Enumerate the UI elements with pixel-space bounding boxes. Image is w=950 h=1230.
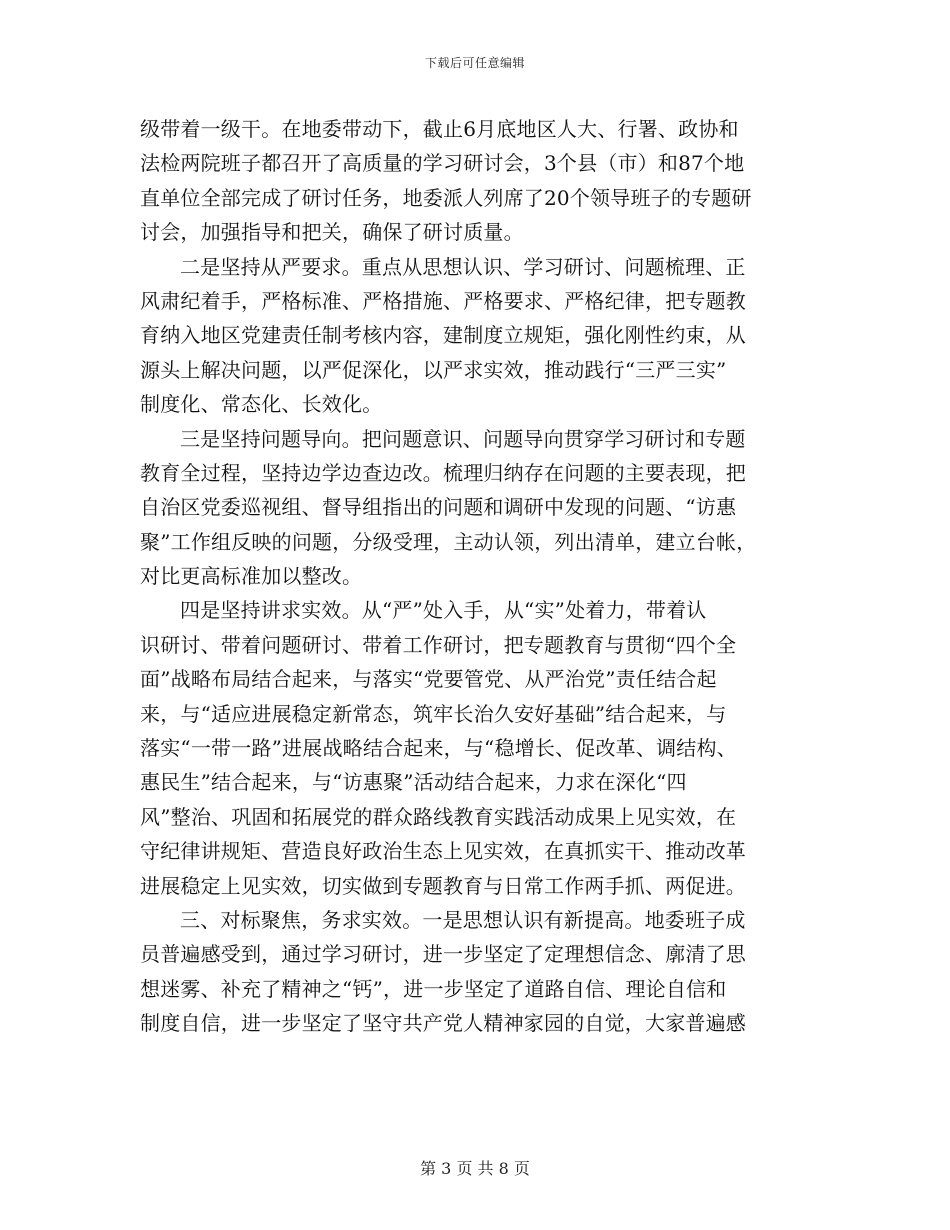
text-line: 进展稳定上见实效，切实做到专题教育与日常工作两手抓、两促进。 (140, 873, 746, 898)
paragraph-start-line: 三是坚持问题导向。把问题意识、问题导向贯穿学习研讨和专题 (180, 426, 746, 451)
page-header: 下载后可任意编辑 (424, 56, 525, 70)
text-line: 育纳入地区党建责任制考核内容，建制度立规矩，强化刚性约束，从 (140, 323, 746, 348)
text-line: 对比更高标准加以整改。 (140, 564, 363, 589)
text-line: 员普遍感受到，通过学习研讨，进一步坚定了定理想信念、廓清了思 (140, 942, 746, 967)
text-line: 守纪律讲规矩、营造良好政治生态上见实效，在真抓实干、推动改革 (140, 839, 746, 864)
text-line: 想迷雾、补充了精神之“钙”，进一步坚定了道路自信、理论自信和 (140, 976, 727, 1001)
text-line: 制度自信，进一步坚定了坚守共产党人精神家园的自觉，大家普遍感 (140, 1011, 746, 1036)
paragraph-start-line: 二是坚持从严要求。重点从思想认识、学习研讨、问题梳理、正 (180, 254, 746, 279)
text-line: 直单位全部完成了研讨任务，地委派人列席了20个领导班子的专题研 (140, 185, 752, 210)
text-line: 惠民生”结合起来，与“访惠聚”活动结合起来，力求在深化“四 (140, 770, 687, 795)
text-line: 聚”工作组反映的问题，分级受理，主动认领，列出清单，建立台帐， (140, 529, 757, 554)
text-line: 风”整治、巩固和拓展党的群众路线教育实践活动成果上见实效，在 (140, 804, 737, 829)
paragraph-start-line: 三、对标聚焦，务求实效。一是思想认识有新提高。地委班子成 (180, 907, 746, 932)
text-line: 源头上解决问题，以严促深化，以严求实效，推动践行“三严三实” (140, 357, 727, 382)
paragraph-start-line: 四是坚持讲求实效。从“严”处入手，从“实”处着力，带着认 (180, 598, 707, 623)
text-line: 风肃纪着手，严格标准、严格措施、严格要求、严格纪律，把专题教 (140, 288, 746, 313)
text-line: 级带着一级干。在地委带动下，截止6月底地区人大、行署、政协和 (140, 117, 739, 141)
text-line: 面”战略布局结合起来，与落实“党要管党、从严治党”责任结合起 (140, 667, 717, 692)
text-line: 教育全过程，坚持边学边查边改。梳理归纳存在问题的主要表现，把 (140, 460, 746, 485)
text-line: 自治区党委巡视组、督导组指出的问题和调研中发现的问题、“访惠 (140, 495, 737, 520)
document-body (140, 112, 812, 1041)
text-line: 来，与“适应进展稳定新常态，筑牢长治久安好基础”结合起来，与 (140, 701, 727, 726)
text-line: 法检两院班子都召开了高质量的学习研讨会，3个县（市）和87个地 (140, 151, 745, 176)
text-line: 制度化、常态化、长效化。 (140, 392, 383, 417)
text-line: 识研讨、带着问题研讨、带着工作研讨，把专题教育与贯彻“四个全 (140, 632, 737, 657)
page-number-footer: 第 3 页 共 8 页 (420, 1159, 530, 1178)
text-line: 讨会，加强指导和把关，确保了研讨质量。 (140, 220, 524, 245)
text-line: 落实“一带一路”进展战略结合起来，与“稳增长、促改革、调结构、 (140, 736, 737, 761)
